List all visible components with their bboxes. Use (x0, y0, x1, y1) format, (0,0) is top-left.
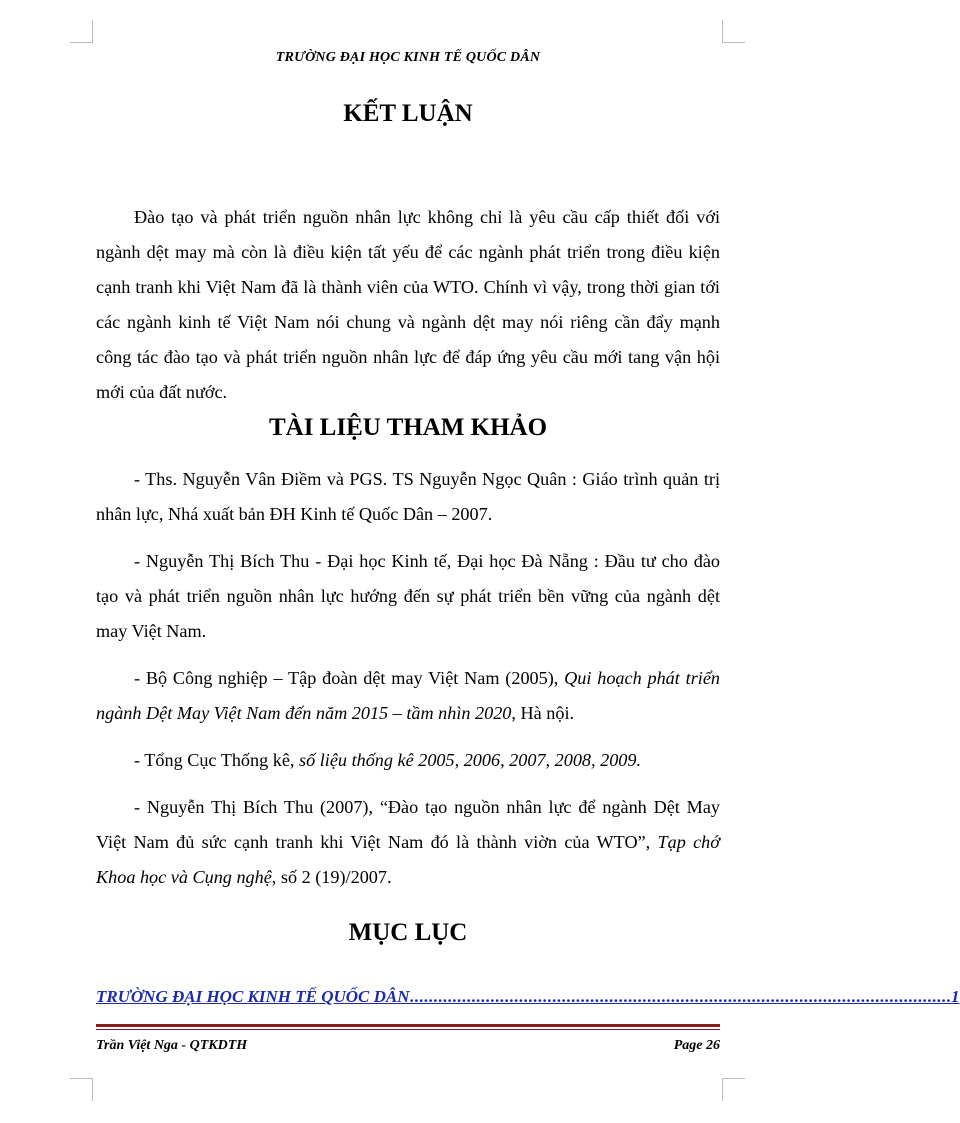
toc-entry-page[interactable]: 1 (951, 987, 960, 1006)
toc-entry-text[interactable]: TRƯỜNG ĐẠI HỌC KINH TẾ QUỐC DÂN (96, 987, 410, 1006)
reference-text: - Bộ Công nghiệp – Tập đoàn dệt may Việt Nam (2005), (134, 668, 565, 688)
toc-entry-link[interactable] (96, 987, 960, 1007)
crop-mark-top-left (70, 20, 93, 43)
reference-title-italic: Qui hoạch phát triển ngành Dệt May Việt Nam đến năm 2015 – tầm nhìn 2020 (96, 668, 720, 723)
reference-list (96, 462, 720, 907)
reference-item (96, 544, 720, 649)
conclusion-paragraph: Đào tạo và phát triển nguồn nhân lực không chỉ là yêu cầu cấp thiết đối với ngành dệt may mà còn là điều kiện tất yếu để các ngành phát triển trong điều kiện cạnh tranh khi Việt Nam đã là thành viên của WTO. Chính vì vậy, trong thời gian tới các ngành kinh tế Việt Nam nói chung và ngành dệt may nói riêng cần đẩy mạnh công tác đào tạo và phát triển nguồn nhân lực để đáp ứng yêu cầu mới tang vận hội mới của đất nước. (96, 207, 720, 402)
toc-title: MỤC LỤC (348, 919, 468, 946)
reference-item (96, 462, 720, 532)
reference-item (96, 661, 720, 731)
crop-mark-bottom-left (70, 1078, 93, 1101)
footer-divider-thin (96, 1029, 720, 1030)
footer-divider-thick (96, 1024, 720, 1027)
reference-text: , Hà nội. (511, 703, 575, 723)
reference-text: - Nguyễn Thị Bích Thu (2007), “Đào tạo nguồn nhân lực để ngành Dệt May Việt Nam đủ sức cạnh tranh khi Việt Nam đó là thành viờn của WTO”, (96, 797, 720, 852)
toc-entry-dots: .................................................................................................................. (409, 987, 952, 1006)
footer-page-number: Page 26 (673, 1038, 720, 1053)
reference-text: - Nguyễn Thị Bích Thu - Đại học Kinh tế, Đại học Đà Nẵng : Đầu tư cho đào tạo và phát triển nguồn nhân lực hướng đến sự phát triển bền vững của ngành dệt may Việt Nam. (96, 551, 720, 641)
reference-item (96, 790, 720, 895)
footer-author: Trần Việt Nga - QTKDTH (96, 1038, 248, 1053)
reference-title-italic: Tạp chớ Khoa học và Cụng nghệ (96, 832, 720, 887)
crop-mark-top-right (722, 20, 745, 43)
reference-text: - Tổng Cục Thống kê, (134, 750, 300, 770)
reference-item (96, 743, 720, 778)
reference-text: - Ths. Nguyễn Vân Điềm và PGS. TS Nguyễn Ngọc Quân : Giáo trình quản trị nhân lực, Nhá xuất bản ĐH Kinh tế Quốc Dân – 2007. (96, 469, 720, 524)
running-header: TRƯỜNG ĐẠI HỌC KINH TẾ QUỐC DÂN (275, 50, 541, 65)
crop-mark-bottom-right (722, 1078, 745, 1101)
references-title: TÀI LIỆU THAM KHẢO (268, 414, 548, 441)
reference-text: , số 2 (19)/2007. (271, 867, 392, 887)
reference-title-italic: số liệu thống kê 2005, 2006, 2007, 2008, 2009. (299, 750, 642, 770)
page-footer (96, 1038, 720, 1054)
conclusion-title: KẾT LUẬN (343, 100, 473, 127)
